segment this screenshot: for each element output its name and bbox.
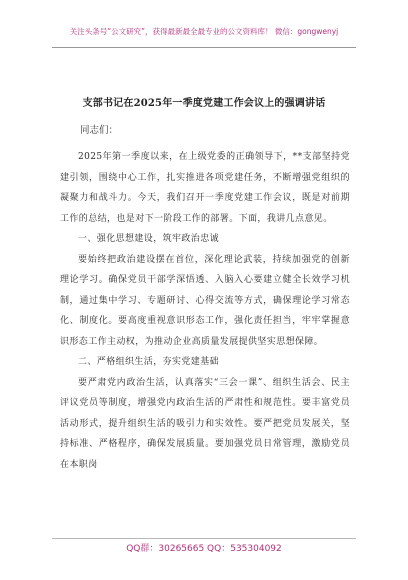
header-banner: 关注头条号“公文研究”，获得最新最全最专业的公文资料库！ 微信：gongwenyj — [69, 27, 339, 36]
header-divider — [52, 47, 356, 48]
footer-divider — [52, 538, 356, 539]
section-heading-1: 一、强化思想建设，筑牢政治忠诚 — [78, 234, 220, 244]
section-paragraph-2: 要严肃党内政治生活，认真落实“三会一课”、组织生活会、民主评议党员等制度，增强党内政治生活的严肃性和规范性。要丰富党员活动形式，提升组织生活的吸引力和实效性。要严把党员发展关，坚持标准、严格程序，确保发展质量。要加强党员日常管理，激励党员在本职岗 — [60, 377, 350, 470]
document-body — [60, 147, 350, 475]
salutation: 同志们： — [80, 125, 119, 136]
section-heading-2: 二、严格组织生活，夯实党建基础 — [78, 357, 220, 367]
section-paragraph-1: 要始终把政治建设摆在首位，深化理论武装，持续加强党的创新理论学习。确保党员干部学深悟透、入脑入心要建立健全长效学习机制，通过集中学习、专题研讨、心得交流等方式，确保理论学习常态化、制度化。要高度重视意识形态工作，强化责任担当，牢牢掌握意识形态工作主动权，为推动企业高质量发展提供坚实思想保障。 — [60, 254, 350, 347]
footer-contact: QQ群：30265665 QQ：535304092 — [126, 544, 282, 554]
intro-paragraph: 2025年第一季度以来，在上级党委的正确领导下，**支部坚持党建引领，围绕中心工作，扎实推进各项党建任务，不断增强党组织的凝聚力和战斗力。今天，我们召开一季度党建工作会议，既是对前期工作的总结，也是对下一阶段工作的部署。下面，我讲几点意见。 — [60, 152, 350, 224]
document-title: 支部书记在2025年一季度党建工作会议上的强调讲话 — [82, 98, 326, 109]
